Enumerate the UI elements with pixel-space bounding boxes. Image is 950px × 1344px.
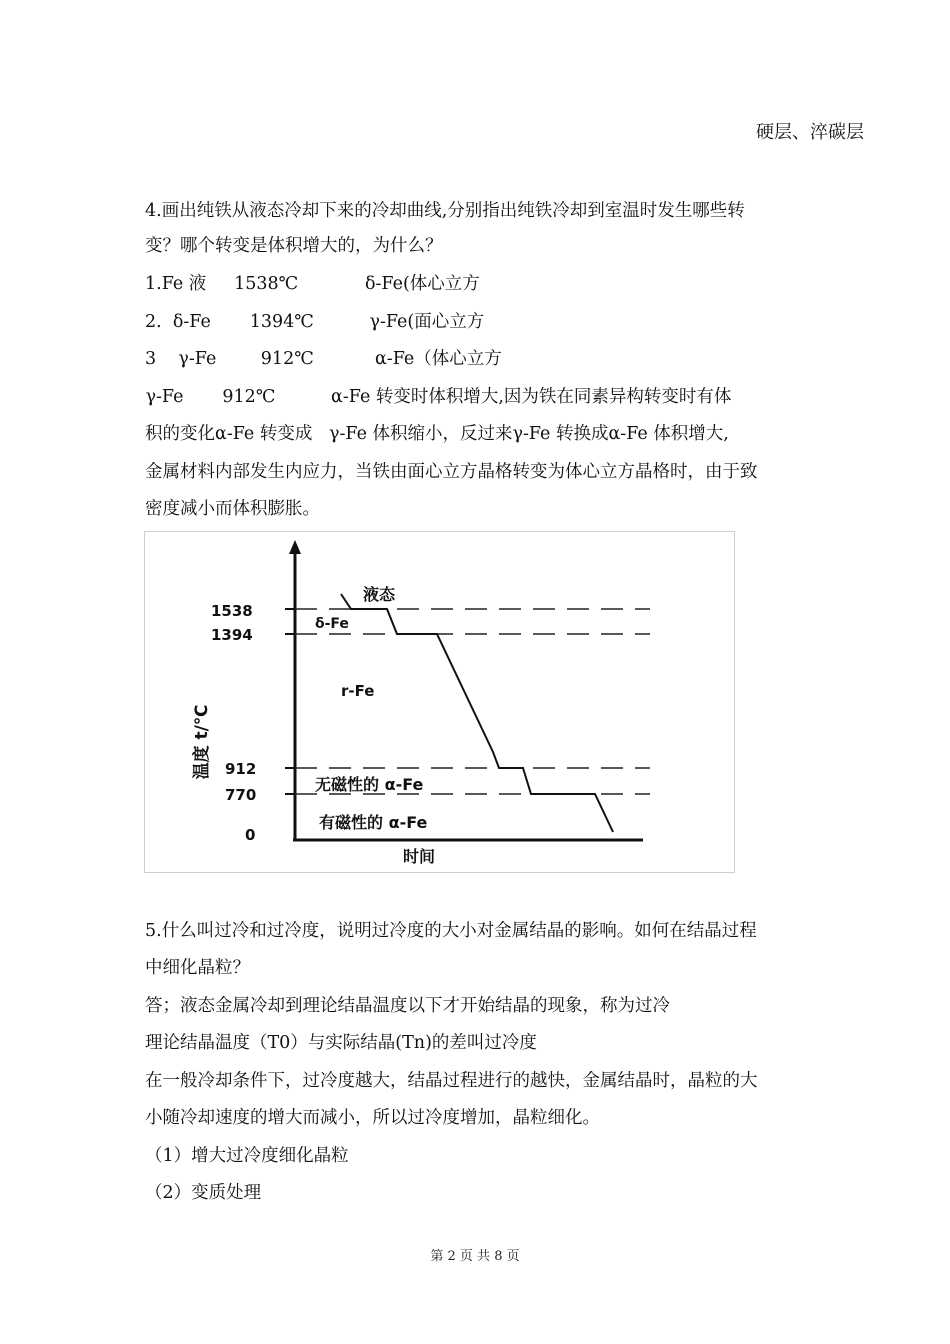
tick-label-1538: 1538: [211, 602, 253, 620]
region-alpha-nonmagnetic-label: 无磁性的 α-Fe: [315, 775, 424, 794]
region-alpha-magnetic-label: 有磁性的 α-Fe: [319, 813, 428, 832]
q5-answer-line-3: 在一般冷却条件下，过冷度越大，结晶过程进行的越快，金属结晶时，晶粒的大: [145, 1071, 758, 1091]
tick-label-0: 0: [245, 826, 256, 844]
q4-answer-line-1: γ-Fe 912℃ α-Fe 转变时体积增大,因为铁在同素异构转变时有体: [140, 387, 732, 407]
tick-label-770: 770: [225, 786, 257, 804]
q5-question-line-2: 中细化晶粒？: [145, 958, 250, 978]
q5-answer-line-1: 答；液态金属冷却到理论结晶温度以下才开始结晶的现象，称为过冷: [145, 996, 670, 1016]
q5-answer-line-2: 理论结晶温度（T0）与实际结晶(Tn)的差叫过冷度: [145, 1033, 537, 1053]
region-liquid-label: 液态: [363, 585, 396, 604]
y-axis-arrow: [289, 540, 301, 554]
q5-answer-line-4: 小随冷却速度的增大而减小，所以过冷度增加，晶粒细化。: [145, 1108, 600, 1128]
iron-cooling-curve-figure: [144, 531, 735, 873]
q4-step-3: 3 γ-Fe 912℃ α-Fe（体心立方: [145, 349, 502, 369]
x-axis-label: 时间: [403, 847, 436, 866]
previous-answer-tail: 硬层、淬碳层: [756, 122, 864, 143]
tick-label-912: 912: [225, 760, 257, 778]
y-axis-label: 温度 t/℃: [192, 704, 212, 780]
q4-answer-line-2: 积的变化α-Fe 转变成 γ-Fe 体积缩小，反过来γ-Fe 转换成α-Fe 体积增大,: [145, 424, 729, 444]
q5-question-line-1: 5.什么叫过冷和过冷度，说明过冷度的大小对金属结晶的影响。如何在结晶过程: [145, 921, 757, 941]
region-delta-label: δ-Fe: [315, 616, 349, 632]
page-footer: 第 2 页 共 8 页: [430, 1249, 520, 1264]
region-gamma-label: r-Fe: [341, 682, 375, 700]
q4-step-2: 2. δ-Fe 1394℃ γ-Fe(面心立方: [145, 312, 485, 332]
q4-question-line-1: 4.画出纯铁从液态冷却下来的冷却曲线,分别指出纯铁冷却到室温时发生哪些转: [145, 201, 745, 221]
cooling-curve-svg: [145, 532, 734, 872]
q4-answer-line-3: 金属材料内部发生内应力，当铁由面心立方晶格转变为体心立方晶格时，由于致: [145, 462, 758, 482]
q4-question-line-2: 变？哪个转变是体积增大的，为什么？: [145, 236, 443, 256]
cooling-curve: [341, 594, 613, 832]
q4-answer-line-4: 密度减小而体积膨胀。: [145, 499, 320, 519]
q5-method-2: （2）变质处理: [145, 1183, 262, 1203]
q4-step-1: 1.Fe 液 1538℃ δ-Fe(体心立方: [145, 274, 480, 294]
tick-label-1394: 1394: [211, 626, 253, 644]
q5-method-1: （1）增大过冷度细化晶粒: [145, 1146, 349, 1166]
